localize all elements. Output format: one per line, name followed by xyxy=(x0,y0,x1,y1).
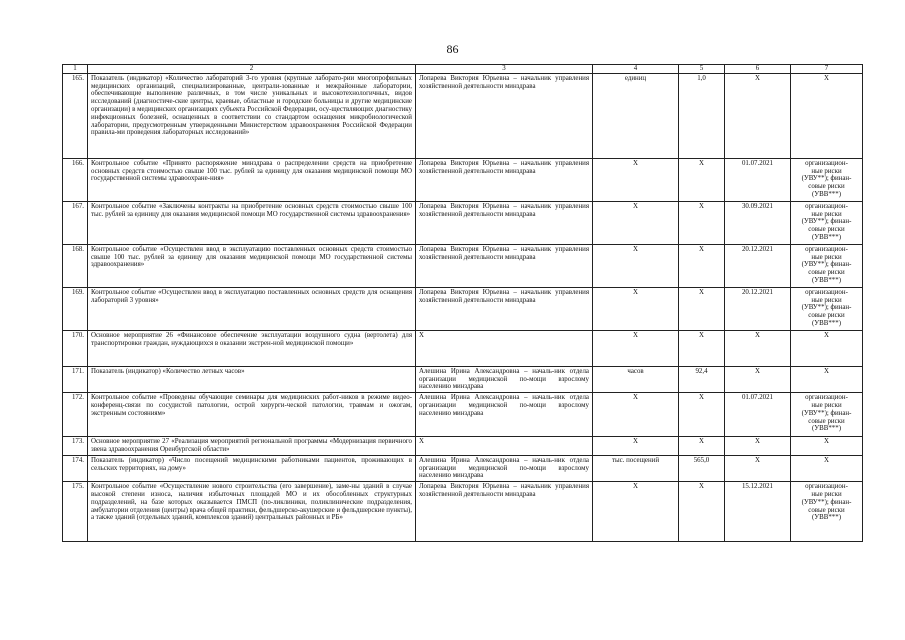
col-header: 4 xyxy=(593,65,679,74)
row-responsible: Лопарева Виктория Юрьевна – начальник управления хозяйственной деятельности минздрава xyxy=(416,482,593,542)
table-row xyxy=(63,244,863,287)
row-number: 167. xyxy=(63,201,88,244)
page-number: 86 xyxy=(446,42,459,56)
risk-line: X xyxy=(824,456,829,464)
row-description: Контрольное событие «Заключены контракты на приобретение основных средств стоимостью свыше 100 тыс. рублей за единицу для оказания медицинской помощи МО государственной системы здравоохранения» xyxy=(88,201,416,244)
row-value: X xyxy=(679,393,725,437)
row-description: Показатель (индикатор) «Число посещений медицинскими работниками пациентов, проживающих в сельских территориях, на дому» xyxy=(88,455,416,481)
row-date: 30.09.2021 xyxy=(725,201,791,244)
row-value: 92,4 xyxy=(679,366,725,392)
risk-line: организацион- xyxy=(805,159,848,167)
risk-line: совые риски xyxy=(808,269,845,277)
row-number: 174. xyxy=(63,455,88,481)
col-header: 3 xyxy=(416,65,593,74)
row-risks xyxy=(791,73,863,158)
row-unit: X xyxy=(593,330,679,366)
risk-line: ные риски xyxy=(811,296,842,304)
row-date: 20.12.2021 xyxy=(725,287,791,330)
measures-table xyxy=(62,64,863,542)
risk-line: (УВУ**); финан- xyxy=(801,218,852,226)
row-unit: X xyxy=(593,287,679,330)
risk-line: X xyxy=(824,438,829,446)
row-unit: X xyxy=(593,158,679,201)
risk-line: организацион- xyxy=(805,288,848,296)
risk-line: совые риски xyxy=(808,417,845,425)
risk-line: организацион- xyxy=(805,483,848,491)
row-unit: тыс. посещений xyxy=(593,455,679,481)
row-risks xyxy=(791,393,863,437)
row-description: Показатель (индикатор) «Количество лабораторий 3-го уровня (крупные лаборато-рии многопрофильных медицинских организаций, специализированные, централи-зованные и межрайонные лаборатории, обеспечивающие выполнение различных, в том числе уникальных и высокотехнологичных, видов исследований (диагностиче-ские центры, краевые, областные и городские больницы и другие медицинские организации) в медицинских организациях субъекта Российской Федерации, осу-ществляющих диагностику инфекционных болезней, оснащенных в соответствии со стандартом оснащения микробиологической лаборатории, предусмотренным утвержденными Министерством здравоохранения Российской Федерации правила-ми проведения лабораторных исследований» xyxy=(88,73,416,158)
row-responsible: Лопарева Виктория Юрьевна – начальник управления хозяйственной деятельности минздрава xyxy=(416,244,593,287)
row-responsible: Алешина Ирина Александровна – началь-ник отдела организации медицинской по-мощи взрослому населению минздрава xyxy=(416,455,593,481)
risk-line: (УВВ***) xyxy=(812,514,841,522)
row-value: 565,0 xyxy=(679,455,725,481)
col-header: 2 xyxy=(88,65,416,74)
risk-line: совые риски xyxy=(808,312,845,320)
row-responsible: Лопарева Виктория Юрьевна – начальник управления хозяйственной деятельности минздрава xyxy=(416,287,593,330)
row-date: 20.12.2021 xyxy=(725,244,791,287)
row-responsible: Лопарева Виктория Юрьевна – начальник управления хозяйственной деятельности минздрава xyxy=(416,73,593,158)
risk-line: (УВВ***) xyxy=(812,425,841,433)
risk-line: ные риски xyxy=(811,210,842,218)
row-value: X xyxy=(679,244,725,287)
risk-line: (УВУ**); финан- xyxy=(801,498,852,506)
row-unit: X xyxy=(593,393,679,437)
table-row xyxy=(63,366,863,392)
risk-line: (УВУ**); финан- xyxy=(801,409,852,417)
row-unit: X xyxy=(593,437,679,456)
row-value: X xyxy=(679,330,725,366)
row-date: X xyxy=(725,437,791,456)
table-row xyxy=(63,482,863,542)
row-responsible: Алешина Ирина Александровна – началь-ник отдела организации медицинской по-мощи взрослому населению минздрава xyxy=(416,393,593,437)
risk-line: совые риски xyxy=(808,506,845,514)
row-risks xyxy=(791,201,863,244)
table-row xyxy=(63,330,863,366)
row-description: Контрольное событие «Осуществление нового строительства (его завершение), заме-ны зданий в случае высокой степени износа, наличия избыточных площадей МО и их обособленных структурных подразделений, на базе которых оказывается ПМСП (по-ликлиники, поликлинические подразделения, амбулатории отделения (центры) врача общей практики, фельдшерско-акушерские и фельдшерские пункты), а также зданий (отдельных зданий, комплексов зданий) центральных районных и РБ» xyxy=(88,482,416,542)
risk-line: X xyxy=(824,74,829,82)
table-row xyxy=(63,455,863,481)
row-date: X xyxy=(725,455,791,481)
row-risks xyxy=(791,330,863,366)
row-description: Контрольное событие «Осуществлен ввод в эксплуатацию поставленных основных средств для оснащения лабораторий 3 уровня» xyxy=(88,287,416,330)
row-number: 175. xyxy=(63,482,88,542)
row-number: 171. xyxy=(63,366,88,392)
row-number: 173. xyxy=(63,437,88,456)
col-header: 5 xyxy=(679,65,725,74)
column-number-row xyxy=(63,65,863,74)
table-row xyxy=(63,393,863,437)
row-unit: единиц xyxy=(593,73,679,158)
risk-line: (УВВ***) xyxy=(812,190,841,198)
col-header: 1 xyxy=(63,65,88,74)
row-responsible: X xyxy=(416,330,593,366)
row-responsible: Лопарева Виктория Юрьевна – начальник управления хозяйственной деятельности минздрава xyxy=(416,201,593,244)
table-row xyxy=(63,201,863,244)
table-row xyxy=(63,287,863,330)
row-risks xyxy=(791,437,863,456)
row-risks xyxy=(791,455,863,481)
row-description: Контрольное событие «Принято распоряжение минздрава о распределении средств на приобретение основных средств стоимостью свыше 100 тыс. рублей за единицу для оказания медицинской помощи МО государственной системы здравоохране-ния» xyxy=(88,158,416,201)
row-description: Основное мероприятие 27 «Реализация мероприятий региональной программы «Модернизация первичного звена здравоохранения Оренбургской области» xyxy=(88,437,416,456)
row-risks xyxy=(791,482,863,542)
risk-line: (УВУ**); финан- xyxy=(801,261,852,269)
col-header: 7 xyxy=(791,65,863,74)
table-row xyxy=(63,437,863,456)
row-date: 01.07.2021 xyxy=(725,393,791,437)
risk-line: организацион- xyxy=(805,202,848,210)
row-value: X xyxy=(679,201,725,244)
risk-line: ные риски xyxy=(811,401,842,409)
row-unit: часов xyxy=(593,366,679,392)
risk-line: (УВУ**); финан- xyxy=(801,175,852,183)
row-risks xyxy=(791,366,863,392)
row-number: 165. xyxy=(63,73,88,158)
table-row xyxy=(63,73,863,158)
risk-line: (УВВ***) xyxy=(812,276,841,284)
col-header: 6 xyxy=(725,65,791,74)
row-date: 01.07.2021 xyxy=(725,158,791,201)
row-unit: X xyxy=(593,201,679,244)
risk-line: совые риски xyxy=(808,226,845,234)
risk-line: ные риски xyxy=(811,253,842,261)
row-number: 168. xyxy=(63,244,88,287)
row-date: X xyxy=(725,330,791,366)
row-number: 166. xyxy=(63,158,88,201)
row-description: Контрольное событие «Осуществлен ввод в эксплуатацию поставленных основных средств стоимостью свыше 100 тыс. рублей за единицу для оказания медицинской помощи МО государственной системы здравоохранения» xyxy=(88,244,416,287)
risk-line: ные риски xyxy=(811,167,842,175)
row-number: 169. xyxy=(63,287,88,330)
risk-line: X xyxy=(824,367,829,375)
risk-line: (УВВ***) xyxy=(812,233,841,241)
row-responsible: Лопарева Виктория Юрьевна – начальник управления хозяйственной деятельности минздрава xyxy=(416,158,593,201)
table-row xyxy=(63,158,863,201)
row-number: 170. xyxy=(63,330,88,366)
row-value: 1,0 xyxy=(679,73,725,158)
row-risks xyxy=(791,158,863,201)
risk-line: совые риски xyxy=(808,183,845,191)
risk-line: X xyxy=(824,331,829,339)
row-unit: X xyxy=(593,244,679,287)
row-date: X xyxy=(725,366,791,392)
row-value: X xyxy=(679,482,725,542)
row-date: 15.12.2021 xyxy=(725,482,791,542)
row-description: Показатель (индикатор) «Количество летных часов» xyxy=(88,366,416,392)
row-unit: X xyxy=(593,482,679,542)
risk-line: (УВВ***) xyxy=(812,319,841,327)
row-responsible: X xyxy=(416,437,593,456)
row-responsible: Алешина Ирина Александровна – началь-ник отдела организации медицинской по-мощи взрослому населению минздрава xyxy=(416,366,593,392)
row-number: 172. xyxy=(63,393,88,437)
row-risks xyxy=(791,287,863,330)
risk-line: организацион- xyxy=(805,394,848,402)
row-description: Основное мероприятие 26 «Финансовое обеспечение эксплуатации воздушного судна (вертолета) для транспортировки граждан, нуждающихся в оказании экстрен-ной медицинской помощи» xyxy=(88,330,416,366)
risk-line: ные риски xyxy=(811,490,842,498)
risk-line: (УВУ**); финан- xyxy=(801,304,852,312)
row-value: X xyxy=(679,287,725,330)
risk-line: организацион- xyxy=(805,245,848,253)
row-date: X xyxy=(725,73,791,158)
row-value: X xyxy=(679,437,725,456)
row-description: Контрольное событие «Проведены обучающие семинары для медицинских работ-ников в режиме видео-конференц-связи по сосудистой патологии, острой хирурги-ческой патологии, травмам и ожогам, экстренным состояниям» xyxy=(88,393,416,437)
row-value: X xyxy=(679,158,725,201)
row-risks xyxy=(791,244,863,287)
